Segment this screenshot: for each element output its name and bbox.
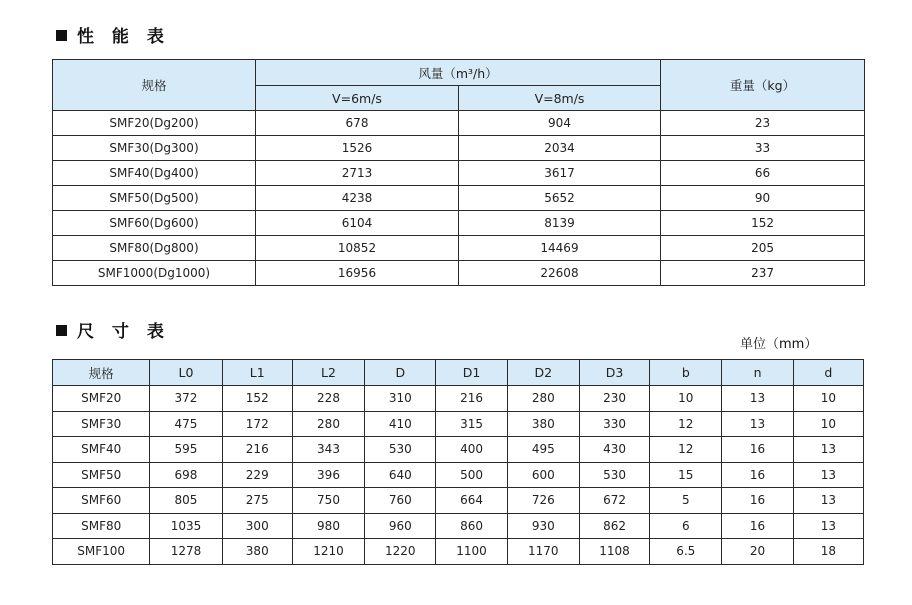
table-cell: 6 — [650, 513, 722, 539]
column-header: 规格 — [53, 360, 150, 386]
table-cell: 20 — [722, 539, 793, 565]
table-cell: 18 — [793, 539, 863, 565]
table-cell: 310 — [365, 386, 436, 412]
dimensions-header-row — [53, 360, 864, 386]
table-cell: 1170 — [507, 539, 579, 565]
table-cell: 22608 — [459, 261, 661, 286]
table-cell: 14469 — [459, 236, 661, 261]
table-cell: SMF60(Dg600) — [53, 211, 256, 236]
table-cell: 12 — [650, 437, 722, 463]
table-cell: 16 — [722, 462, 793, 488]
table-cell: 23 — [661, 111, 865, 136]
column-header: L0 — [150, 360, 222, 386]
table-cell: 1278 — [150, 539, 222, 565]
table-cell: 205 — [661, 236, 865, 261]
table-cell: SMF1000(Dg1000) — [53, 261, 256, 286]
table-cell: 152 — [222, 386, 292, 412]
table-cell: 980 — [292, 513, 364, 539]
table-row — [53, 136, 865, 161]
table-cell: 13 — [793, 488, 863, 514]
table-cell: 33 — [661, 136, 865, 161]
table-cell: 1108 — [579, 539, 649, 565]
table-cell: 1210 — [292, 539, 364, 565]
table-cell: 400 — [436, 437, 507, 463]
table-cell: SMF40(Dg400) — [53, 161, 256, 186]
table-cell: 372 — [150, 386, 222, 412]
table-cell: 230 — [579, 386, 649, 412]
table-cell: 860 — [436, 513, 507, 539]
table-row — [53, 513, 864, 539]
performance-title-text: 性 能 表 — [77, 27, 170, 47]
table-cell: SMF20(Dg200) — [53, 111, 256, 136]
table-cell: 530 — [579, 462, 649, 488]
dimensions-title-text: 尺 寸 表 — [77, 322, 170, 342]
table-cell: 750 — [292, 488, 364, 514]
table-row — [53, 462, 864, 488]
dimensions-table — [52, 359, 864, 565]
table-cell: 4238 — [256, 186, 459, 211]
table-cell: 5652 — [459, 186, 661, 211]
table-cell: 16 — [722, 437, 793, 463]
column-header: n — [722, 360, 793, 386]
table-cell: 1100 — [436, 539, 507, 565]
header-v6: V=6m/s — [256, 86, 459, 111]
table-cell: 396 — [292, 462, 364, 488]
table-cell: 280 — [507, 386, 579, 412]
table-cell: 12 — [650, 411, 722, 437]
table-cell: SMF80(Dg800) — [53, 236, 256, 261]
table-cell: 805 — [150, 488, 222, 514]
table-cell: 10 — [650, 386, 722, 412]
table-cell: 330 — [579, 411, 649, 437]
table-cell: 1526 — [256, 136, 459, 161]
table-cell: 13 — [793, 462, 863, 488]
table-cell: 237 — [661, 261, 865, 286]
table-cell: SMF100 — [53, 539, 150, 565]
square-bullet-icon — [56, 325, 67, 336]
table-cell: 960 — [365, 513, 436, 539]
table-cell: SMF50 — [53, 462, 150, 488]
table-cell: 228 — [292, 386, 364, 412]
table-cell: 216 — [222, 437, 292, 463]
table-cell: 640 — [365, 462, 436, 488]
column-header: b — [650, 360, 722, 386]
table-cell: 6104 — [256, 211, 459, 236]
table-cell: 300 — [222, 513, 292, 539]
table-cell: 280 — [292, 411, 364, 437]
column-header: D1 — [436, 360, 507, 386]
table-cell: 672 — [579, 488, 649, 514]
table-cell: 904 — [459, 111, 661, 136]
table-cell: 13 — [793, 437, 863, 463]
table-cell: 10852 — [256, 236, 459, 261]
table-cell: 90 — [661, 186, 865, 211]
table-cell: 8139 — [459, 211, 661, 236]
table-cell: 410 — [365, 411, 436, 437]
column-header: L2 — [292, 360, 364, 386]
table-cell: 380 — [222, 539, 292, 565]
table-row — [53, 437, 864, 463]
table-cell: 760 — [365, 488, 436, 514]
table-cell: 6.5 — [650, 539, 722, 565]
dimensions-section-title — [56, 317, 170, 342]
table-cell: 726 — [507, 488, 579, 514]
table-cell: SMF20 — [53, 386, 150, 412]
table-row — [53, 186, 865, 211]
table-cell: SMF40 — [53, 437, 150, 463]
table-cell: 698 — [150, 462, 222, 488]
table-row — [53, 386, 864, 412]
column-header: D2 — [507, 360, 579, 386]
table-row — [53, 211, 865, 236]
table-cell: 600 — [507, 462, 579, 488]
table-cell: 678 — [256, 111, 459, 136]
table-cell: 66 — [661, 161, 865, 186]
column-header: D3 — [579, 360, 649, 386]
table-cell: 229 — [222, 462, 292, 488]
table-cell: 5 — [650, 488, 722, 514]
table-cell: SMF60 — [53, 488, 150, 514]
performance-table-body — [53, 111, 865, 286]
table-cell: 275 — [222, 488, 292, 514]
table-cell: SMF30(Dg300) — [53, 136, 256, 161]
column-header: L1 — [222, 360, 292, 386]
table-cell: 315 — [436, 411, 507, 437]
table-cell: 595 — [150, 437, 222, 463]
table-cell: 495 — [507, 437, 579, 463]
table-cell: SMF80 — [53, 513, 150, 539]
column-header: d — [793, 360, 863, 386]
header-airflow: 风量（m³/h） — [256, 60, 661, 86]
table-row — [53, 111, 865, 136]
table-row — [53, 161, 865, 186]
table-cell: 343 — [292, 437, 364, 463]
table-cell: 930 — [507, 513, 579, 539]
header-weight: 重量（kg） — [661, 60, 865, 111]
table-cell: SMF30 — [53, 411, 150, 437]
table-row — [53, 236, 865, 261]
table-cell: 16 — [722, 513, 793, 539]
table-cell: 216 — [436, 386, 507, 412]
table-cell: 13 — [793, 513, 863, 539]
table-cell: 13 — [722, 386, 793, 412]
table-row — [53, 411, 864, 437]
table-cell: 152 — [661, 211, 865, 236]
column-header: D — [365, 360, 436, 386]
table-cell: 475 — [150, 411, 222, 437]
table-cell: 2034 — [459, 136, 661, 161]
table-cell: 862 — [579, 513, 649, 539]
table-cell: 10 — [793, 386, 863, 412]
header-v8: V=8m/s — [459, 86, 661, 111]
dimensions-table-body — [53, 386, 864, 565]
table-cell: 13 — [722, 411, 793, 437]
unit-label: 单位（mm） — [740, 337, 818, 352]
header-spec: 规格 — [53, 60, 256, 111]
table-cell: 2713 — [256, 161, 459, 186]
table-cell: 530 — [365, 437, 436, 463]
table-cell: 664 — [436, 488, 507, 514]
table-row — [53, 539, 864, 565]
table-cell: 380 — [507, 411, 579, 437]
performance-section-title — [56, 22, 170, 47]
table-cell: SMF50(Dg500) — [53, 186, 256, 211]
table-cell: 500 — [436, 462, 507, 488]
table-cell: 430 — [579, 437, 649, 463]
table-cell: 3617 — [459, 161, 661, 186]
table-row — [53, 261, 865, 286]
table-cell: 1035 — [150, 513, 222, 539]
table-cell: 15 — [650, 462, 722, 488]
square-bullet-icon — [56, 30, 67, 41]
table-row — [53, 488, 864, 514]
table-cell: 16956 — [256, 261, 459, 286]
performance-table — [52, 59, 865, 286]
table-cell: 10 — [793, 411, 863, 437]
table-cell: 16 — [722, 488, 793, 514]
table-cell: 172 — [222, 411, 292, 437]
table-cell: 1220 — [365, 539, 436, 565]
